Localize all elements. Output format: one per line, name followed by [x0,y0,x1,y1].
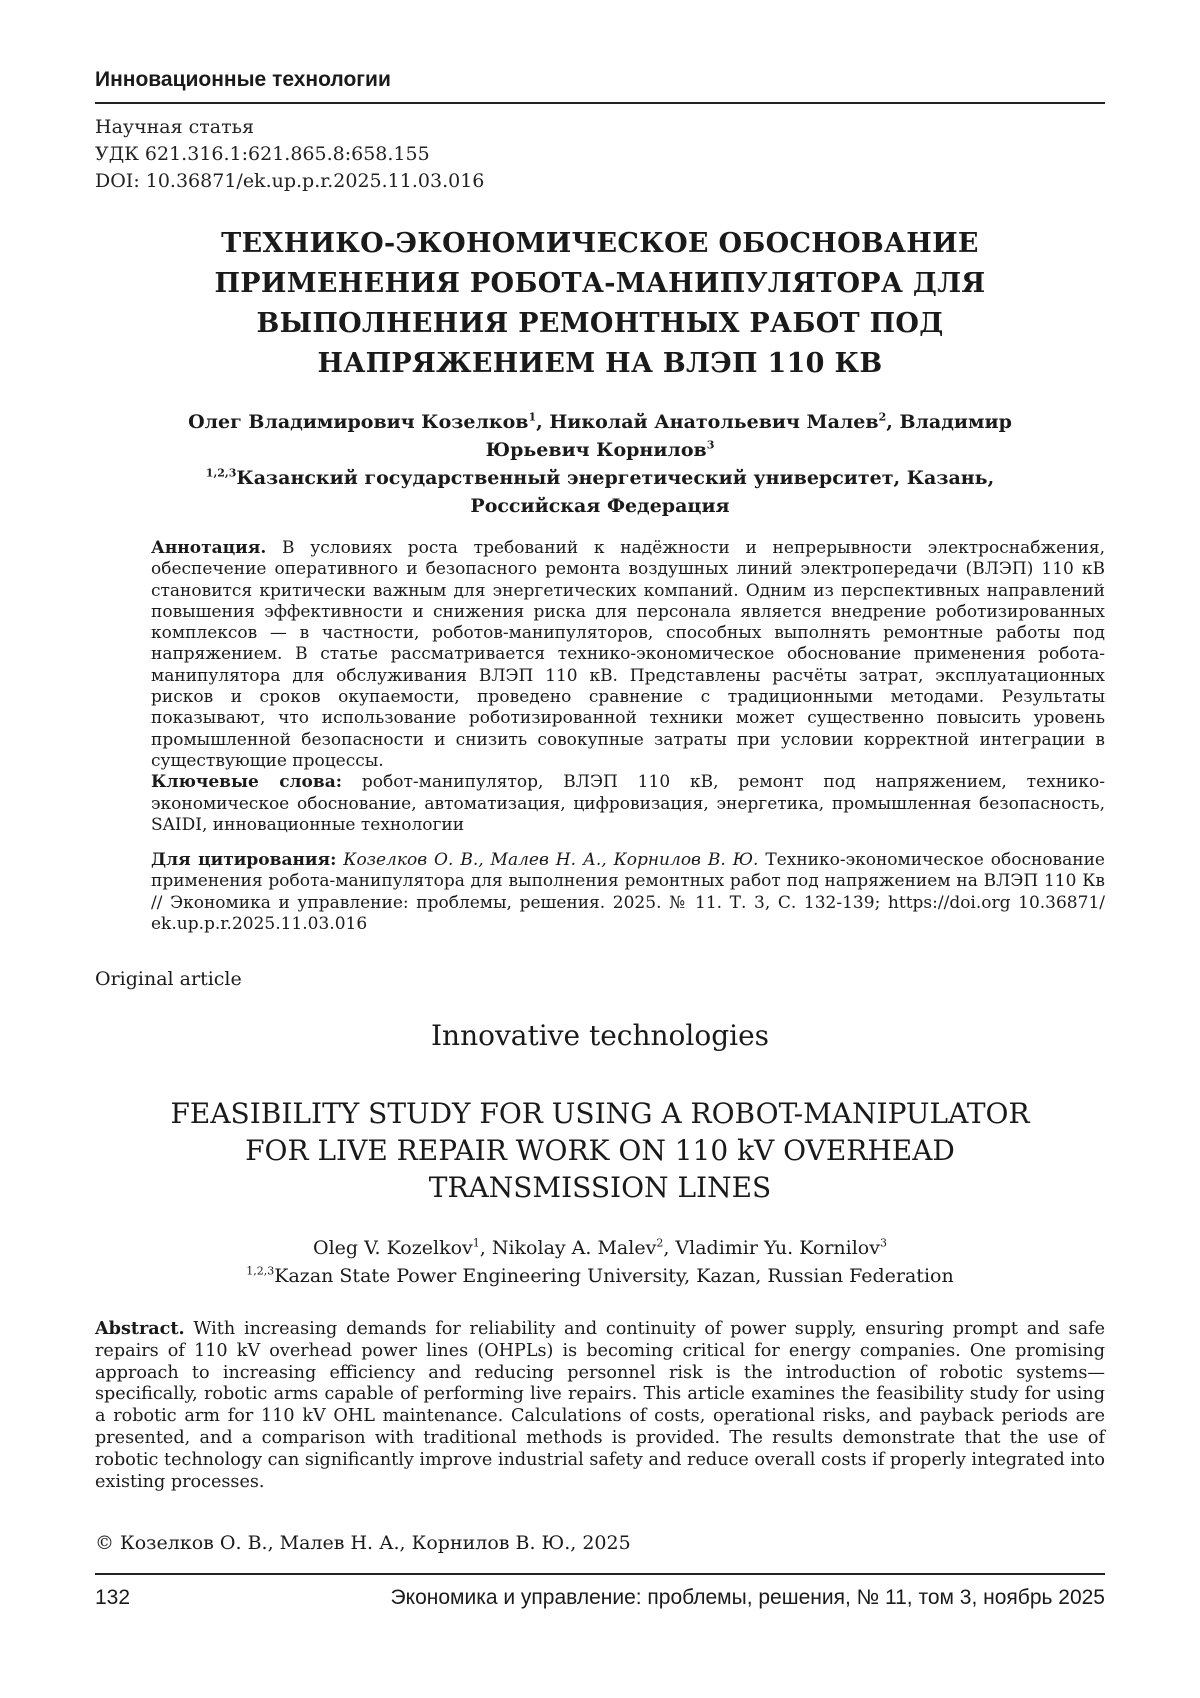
keywords-ru-label: Ключевые слова: [151,772,342,793]
affiliation-ru-line2: Российская Федерация [470,495,730,517]
citation-block [151,850,1105,935]
article-meta [95,114,1105,195]
abstract-ru-label: Аннотация. [151,538,267,558]
section-rubric-en: Innovative technologies [430,1019,770,1052]
author-en-1: Oleg V. Kozelkov [313,1237,473,1259]
affiliation-en-sup: 1,2,3 [246,1264,275,1278]
author-3-sup: 3 [706,438,715,452]
section-rubric: Инновационные технологии [95,68,391,91]
title-en-line: TRANSMISSION LINES [428,1171,772,1204]
affiliation-en-line [95,1262,1105,1290]
authors-russian [95,408,1105,520]
authors-ru-line1: Олег Владимирович Козелков$^1$, Николай Анатольевич Малев$^2$, Владимир [188,410,1012,433]
cite-label: Для цитирования: [151,850,337,870]
title-ru-line: НАПРЯЖЕНИЕМ НА ВЛЭП 110 КВ [317,348,883,379]
title-ru-line: ТЕХНИКО-ЭКОНОМИЧЕСКОЕ ОБОСНОВАНИЕ [221,228,979,259]
article-type: Научная статья [95,116,254,138]
authors-english [95,1234,1105,1290]
cite-authors: Козелков О. В., Малев Н. А., Корнилов В. Ю. [343,850,759,870]
author-en-3: Vladimir Yu. Kornilov [675,1237,880,1259]
author-1-sup: 1 [528,410,537,424]
keywords-ru-text: робот-манипулятор, ВЛЭП 110 кВ, ремонт под напряжением, технико-экономическое обоснование, автоматизация, цифровизация, энергетика, промышленная безопасность, SAIDI, инновационные технологии [151,772,1105,835]
cite-text: Технико-экономическое обоснование применения робота-манипулятора для выполнения ремонтных работ под напряжением на ВЛЭП 110 Кв // Экономика и управление: проблемы, решения. 2025. № 11. Т. 3, С. 132-139; https://doi.org 10.36871/ ek.up.p.r.2025.11.03.016 [151,850,1105,934]
authors-ru-line2 [95,436,1105,464]
title-en-line: FOR LIVE REPAIR WORK ON 110 kV OVERHEAD [245,1134,955,1167]
abstract-russian [151,538,1105,836]
author-2-sup: 2 [878,410,887,424]
page-number: 132 [95,1586,131,1609]
author-2: Николай Анатольевич Малев [549,411,879,433]
journal-info: Экономика и управление: проблемы, решения, № 11, том 3, ноябрь 2025 [390,1586,1105,1609]
page-footer [95,1584,1105,1612]
title-ru-line: ВЫПОЛНЕНИЯ РЕМОНТНЫХ РАБОТ ПОД [256,308,944,339]
footer-divider [95,1573,1105,1575]
author-3-rest: Юрьевич Корнилов [485,439,707,461]
keywords-ru-paragraph [151,772,1105,836]
abstract-ru-text: В условиях роста требований к надёжности и непрерывности электроснабжения, обеспечение оперативного и безопасного ремонта воздушных линий электропередачи (ВЛЭП) 110 кВ становится критически важным для энергетических компаний. Одним из перспективных направлений повышения эффективности и снижения риска для персонала является внедрение роботизированных комплексов — в частности, роботов-манипуляторов, способных выполнять ремонтные работы под напряжением. В статье рассматривается технико-экономическое обоснование применения робота-манипулятора для обслуживания ВЛЭП 110 кВ. Представлены расчёты затрат, эксплуатационных рисков и сроков окупаемости, проведено сравнение с традиционными методами. Результаты показывают, что использование роботизированной техники может существенно повысить уровень промышленной безопасности и снизить совокупные затраты при условии корректной интеграции в существующие процессы. [151,538,1106,771]
title-en-line: FEASIBILITY STUDY FOR USING A ROBOT-MANIPULATOR [170,1097,1030,1130]
udc-code: УДК 621.316.1:621.865.8:658.155 [95,143,430,165]
affiliation-en: Kazan State Power Engineering University, Kazan, Russian Federation [274,1265,954,1287]
title-english [95,1095,1105,1206]
abstract-ru-paragraph [151,538,1105,772]
journal-page [95,0,1105,1698]
author-1: Олег Владимирович Козелков [188,411,529,433]
article-type-en: Original article [95,968,242,990]
affiliation-ru: Казанский государственный энергетический университет, Казань, [236,467,995,489]
author-en-2: Nikolay A. Malev [491,1237,657,1259]
title-ru-line: ПРИМЕНЕНИЯ РОБОТА-МАНИПУЛЯТОРА ДЛЯ [214,268,986,299]
authors-en-line: Oleg V. Kozelkov$^1$, Nikolay A. Malev$^2$, Vladimir Yu. Kornilov$^3$ [313,1236,887,1259]
abstract-english [95,1318,1105,1493]
author-3-first: Владимир [899,411,1012,433]
abstract-en-label: Abstract. [95,1318,185,1339]
copyright-notice: © Козелков О. В., Малев Н. А., Корнилов В. Ю., 2025 [95,1532,631,1554]
header-divider [95,102,1105,104]
abstract-en-text: With increasing demands for reliability and continuity of power supply, ensuring prompt and safe repairs of 110 kV overhead power lines (OHPLs) is becoming critical for energy companies. One promising approach to increasing efficiency and reducing personnel risk is the introduction of robotic systems—specifically, robotic arms capable of performing live repairs. This article examines the feasibility study for using a robotic arm for 110 kV OHL maintenance. Calculations of costs, operational risks, and payback periods are presented, and a comparison with traditional methods is provided. The results demonstrate that the use of robotic technology can significantly improve industrial safety and reduce overall costs if properly integrated into existing processes. [95,1319,1106,1492]
affiliation-ru-line1 [95,464,1105,492]
author-en-3-sup: 3 [879,1236,887,1250]
doi: DOI: 10.36871/ek.up.p.r.2025.11.03.016 [95,170,485,192]
affiliation-sup: 1,2,3 [205,466,237,480]
author-en-2-sup: 2 [656,1236,664,1250]
title-russian [95,224,1105,384]
author-en-1-sup: 1 [472,1236,480,1250]
